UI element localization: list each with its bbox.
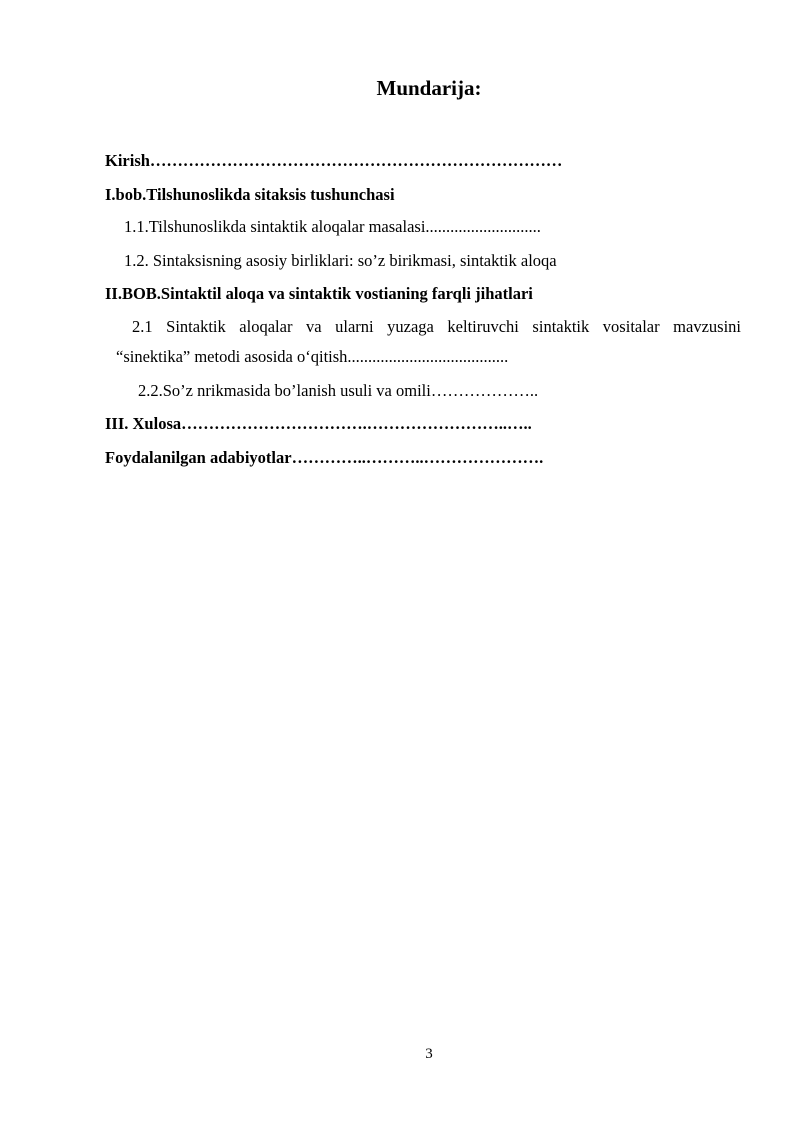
toc-entry-xulosa: III. Xulosa…………………………….……………………..….. <box>105 414 532 433</box>
toc-entry-section-1-1: 1.1.Tilshunoslikda sintaktik aloqalar masalasi............................ <box>124 217 541 236</box>
toc-entry-chapter-1: I.bob.Tilshunoslikda sitaksis tushunchasi <box>105 185 395 204</box>
toc-entry-references: Foydalanilgan adabiyotlar…………..………..…………………. <box>105 448 544 467</box>
toc-entry-section-2-1-line-1: 2.1 Sintaktik aloqalar va ularni yuzaga keltiruvchi sintaktik vositalar mavzusini <box>132 317 741 336</box>
toc-entry-chapter-2: II.BOB.Sintaktil aloqa va sintaktik vostianing farqli jihatlari <box>105 284 533 303</box>
toc-entry-section-2-1-line-2: “sinektika” metodi asosida o‘qitish....................................... <box>116 347 509 366</box>
toc-entry-kirish: Kirish………………………………………………………………… <box>105 151 563 170</box>
toc-entry-section-2-2: 2.2.So’z nrikmasida bo’lanish usuli va omili……………….. <box>138 381 539 400</box>
page-title: Mundarija: <box>376 76 482 100</box>
page-number: 3 <box>425 1046 433 1062</box>
toc-entry-section-1-2: 1.2. Sintaksisning asosiy birliklari: so’z birikmasi, sintaktik aloqa <box>124 251 557 270</box>
